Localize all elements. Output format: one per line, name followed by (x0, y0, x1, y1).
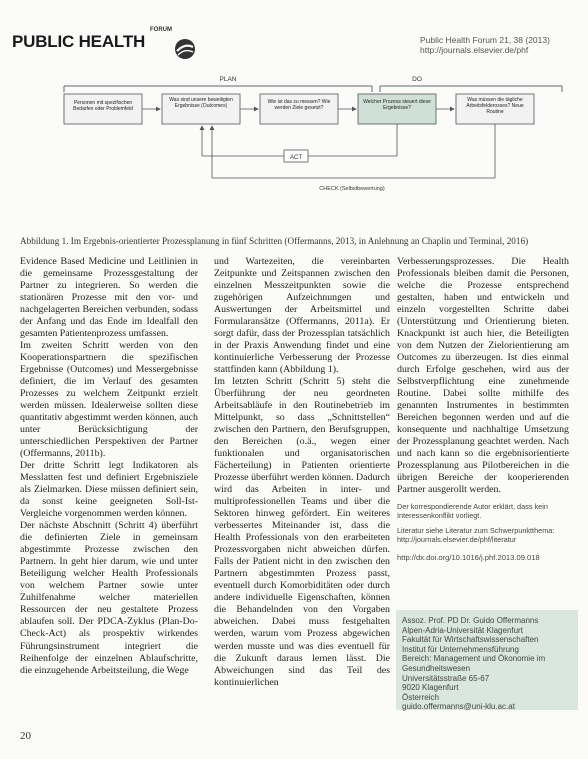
step-box-3-text: Wie ist das zu messen? Wie werden Ziele gesetzt? (267, 99, 331, 111)
address-line: Gesundheitswesen (402, 663, 471, 673)
paragraph: Der nächste Abschnitt (Schritt 4) überführt die definierten Ziele in gemeinsam abgestimmte Prozesse zwischen den Partnern. In geht hier darum, wie und unter Beteiligung welcher Health Professionals von welchem Partner sowie unter Zuhilfenahme welcher materiellen Ressourcen der neu gestaltete Prozess ablaufen soll. Der PDCA-Zyklus (Plan-Do-Check-Act) als prospektiv wirkendes Führungsinstrument integriert die Reihenfolge der einzelnen Ablaufschritte, die einzugehende Arbeitsteilung, die Wege (20, 520, 198, 676)
paragraph: Im zweiten Schritt werden von den Kooperationspartnern die spezifischen Ergebnisse (Outcomes) und Messergebnisse definiert, die im Verlauf des gesamten Prozesses zu welchem Zeitpunkt erzielt werden müssen. Idealerweise sollten diese quantitativ abgestimmt werden können, auch unter Berücksichtigung der unterschiedlichen Perspektiven der Partner (Offermanns, 2011b). (20, 340, 198, 460)
doi-link[interactable]: http://dx.doi.org/10.1016/j.phf.2013.09.018 (397, 553, 540, 563)
page-number: 20 (20, 730, 31, 742)
address-line: 9020 Klagenfurt (402, 683, 459, 693)
address-line: Universitätsstraße 65-67 (402, 673, 490, 683)
journal-logo-superscript: FORUM (150, 27, 172, 33)
journal-logo: PUBLIC HEALTH (12, 32, 146, 51)
address-line: Fakultät für Wirtschaftswissenschaften (402, 635, 539, 645)
step-box-4-text: Welcher Prozess steuert diese Ergebnisse? (363, 99, 431, 111)
address-line: Österreich (402, 692, 439, 702)
check-label: CHECK (Selbstbewertung) (319, 186, 385, 192)
journal-citation (420, 35, 550, 55)
process-figure (52, 72, 572, 200)
address-line: Institut für Unternehmensführung (402, 644, 519, 654)
address-line: Alpen-Adria-Universität Klagenfurt (402, 625, 523, 635)
address-line: Assoz. Prof. PD Dr. Guido Offermanns (402, 616, 539, 625)
conflict-of-interest-note: Der korrespondierende Autor erklärt, dass kein Interessenkonflikt vorliegt. (397, 502, 548, 521)
do-label: DO (412, 76, 422, 83)
citation-volume: Public Health Forum 21, 38 (2013) (420, 35, 550, 45)
step-box-5-text: Was müssen die tägliche Arbeitsfelderosses? Neue Routine (466, 97, 524, 115)
text-column-2 (214, 256, 390, 689)
paragraph: Der dritte Schritt legt Indikatoren als Messlatten fest und definiert Ergebnisziele als Zielmarken. Diese müssen definiert sein, da sonst keine geeigneten Soll-Ist-Vergleiche vorgenommen werden können. (20, 460, 198, 520)
plan-label: PLAN (219, 76, 237, 83)
paragraph: Im letzten Schritt (Schritt 5) steht die Überführung der neu geordneten Arbeitsabläufe in den Routinebetrieb im Mittelpunkt, so dass „Schnittstellen“ zwischen den Partnern, den Berufsgruppen, den Bereichen (o.ä., wegen einer funktionalen und organisatorischen Fächerteilung) in Patienten orientierte Prozesse überführt werden können. Dadurch wird das Arbeiten in inter- und multiprofessionellen Teams und über die Sektoren hinweg gefördert. Ein weiteres verbessertes Miteinander ist, dass die Health Professionals von den erarbeiteten Prozessvorgaben nicht abweichen dürfen. Falls der Patient nicht in den zwischen den Partnern abgestimmten Prozess passt, eventuell durch Komorbiditäten oder durch andere individuelle Eigenschaften, können die Behandelnden von den Vorgaben abweichen. Dabei muss festgehalten werden, warum vom Prozess abgewichen werden musste und was dies eventuell für die Zukunft daraus lernen lässt. Die Abweichungen sind das Teil des kontinuierlichen (214, 376, 390, 688)
text-column-1 (20, 256, 198, 677)
literature-note: Literatur siehe Literatur zum Schwerpunktthema: http://journals.elsevier.de/phf/literatur (397, 526, 555, 545)
act-label: ACT (290, 155, 302, 161)
step-box-1-text: Personen mit spezifischen Bedarfen oder Problemfeld (73, 100, 133, 112)
author-address-box (396, 610, 578, 710)
paragraph: und Wartezeiten, die vereinbarten Zeitpunkte und Zeitspannen zwischen den einzelnen Messzeitpunkten sowie die zugehörigen Aufzeichnungen und Auswertungen der Arbeitsmittel und Formularansätze (Offermanns, 2011a). Er sorgt dafür, dass der Prozessplan tatsächlich in der Praxis Anwendung findet und eine kontinuierliche Verbesserung der Prozesse stattfinden kann (Abbildung 1). (214, 256, 390, 376)
figure-caption: Abbildung 1. Im Ergebnis-orientierter Prozessplanung in fünf Schritten (Offermanns, 2013, in Anlehnung an Chaplin und Terminal, 2016) (20, 236, 529, 246)
paragraph: Evidence Based Medicine und Leitlinien in die gemeinsame Prozessgestaltung der Partner zu integrieren. So werden die stationären Prozesse mit den vor- und nachgelagerten Bereichen verbunden, sodass der Anfang und das Ende im Idealfall den gesamten Patientenprozess umfassen. (20, 256, 198, 340)
author-email[interactable]: guido.offermanns@uni-klu.ac.at (402, 702, 515, 712)
address-line: Bereich: Management und Ökonomie im (402, 654, 546, 664)
step-box-2-text: Was sind unsere beweiligten Ergebnisse (Outcomes) (169, 97, 233, 109)
text-column-3 (397, 256, 569, 564)
journal-emblem-icon (174, 38, 196, 60)
paragraph: Verbesserungsprozesses. Die Health Professionals bleiben damit die Personen, welche die Prozesse entsprechend gestalten, haben und entwickeln und einzeln vorgestellten Schritte dabei (Unterstützung und Orientierung bieten. Knackpunkt ist auch hier, die Beteiligten von dem Nutzen der Zielorientierung am Outcomes zu überzeugen. Ist dies einmal durch Erfolge geschehen, wird aus der Selbstverpflichtung eine zunehmende Routine. Dabei sollte mithilfe des genannten Instrumentes in bestimmten Bereichen begonnen werden und auf die konsequente und nachhaltige Umsetzung der Prozessplanung geachtet werden. Nach und nach kann so die ergebnisorientierte Prozessplanung aus Pilotbereichen in die übrigen Bereiche der kooperierenden Partner ausgerollt werden. (397, 256, 569, 496)
citation-url: http://journals.elsevier.de/phf (420, 45, 529, 55)
